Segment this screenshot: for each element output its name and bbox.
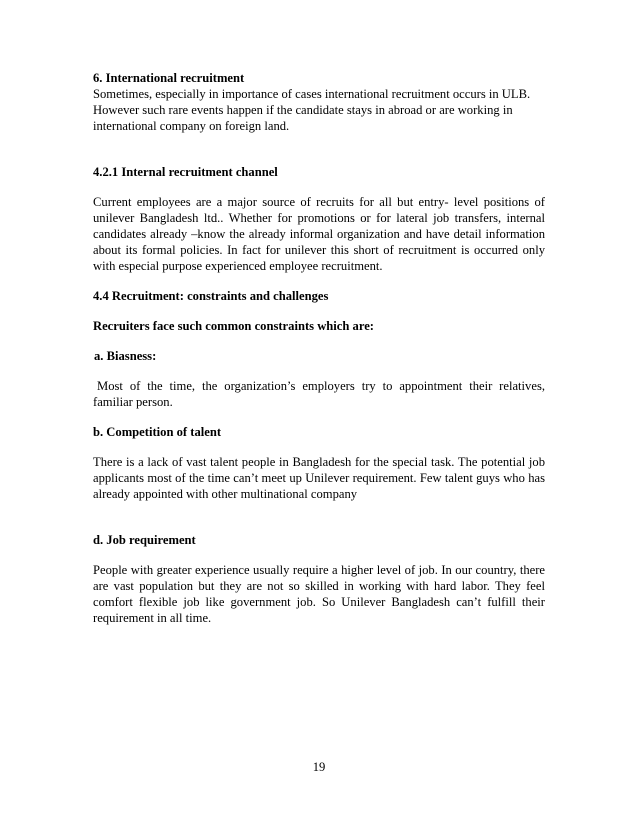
page-content [93, 70, 545, 626]
heading-recruitment-constraints: 4.4 Recruitment: constraints and challenges [93, 289, 329, 303]
paragraph-job-requirement: People with greater experience usually require a higher level of job. In our country, there are vast population but they are not so skilled in working with hard labor. They feel comfort flexible job like government job. So Unilever Bangladesh can’t fulfill their requirement in all time. [93, 563, 545, 625]
heading-international-recruitment: 6. International recruitment [93, 71, 245, 85]
paragraph-biasness: Most of the time, the organization’s employers try to appointment their relatives, familiar person. [93, 379, 545, 409]
heading-internal-recruitment-channel: 4.2.1 Internal recruitment channel [93, 165, 278, 179]
page-number: 19 [312, 760, 326, 774]
paragraph-competition-of-talent: There is a lack of vast talent people in Bangladesh for the special task. The potential job applicants most of the time can’t meet up Unilever requirement. Few talent guys who has already appointed with other multinational company [93, 455, 545, 501]
heading-competition-of-talent: b. Competition of talent [93, 425, 222, 439]
heading-biasness: a. Biasness: [94, 349, 157, 363]
paragraph-international-recruitment: Sometimes, especially in importance of cases international recruitment occurs in ULB. However such rare events happen if the candidate stays in abroad or are working in international company on foreign land. [93, 87, 531, 133]
paragraph-internal-recruitment-channel: Current employees are a major source of recruits for all but entry- level positions of unilever Bangladesh ltd.. Whether for promotions or for lateral job transfers, internal candidates already –know the already informal organization and have detail information about its formal policies. In fact for unilever this short of recruitment is occurred only with especial purpose experienced employee recruitment. [93, 195, 545, 273]
heading-job-requirement: d. Job requirement [93, 533, 196, 547]
subheading-common-constraints: Recruiters face such common constraints which are: [93, 319, 374, 333]
